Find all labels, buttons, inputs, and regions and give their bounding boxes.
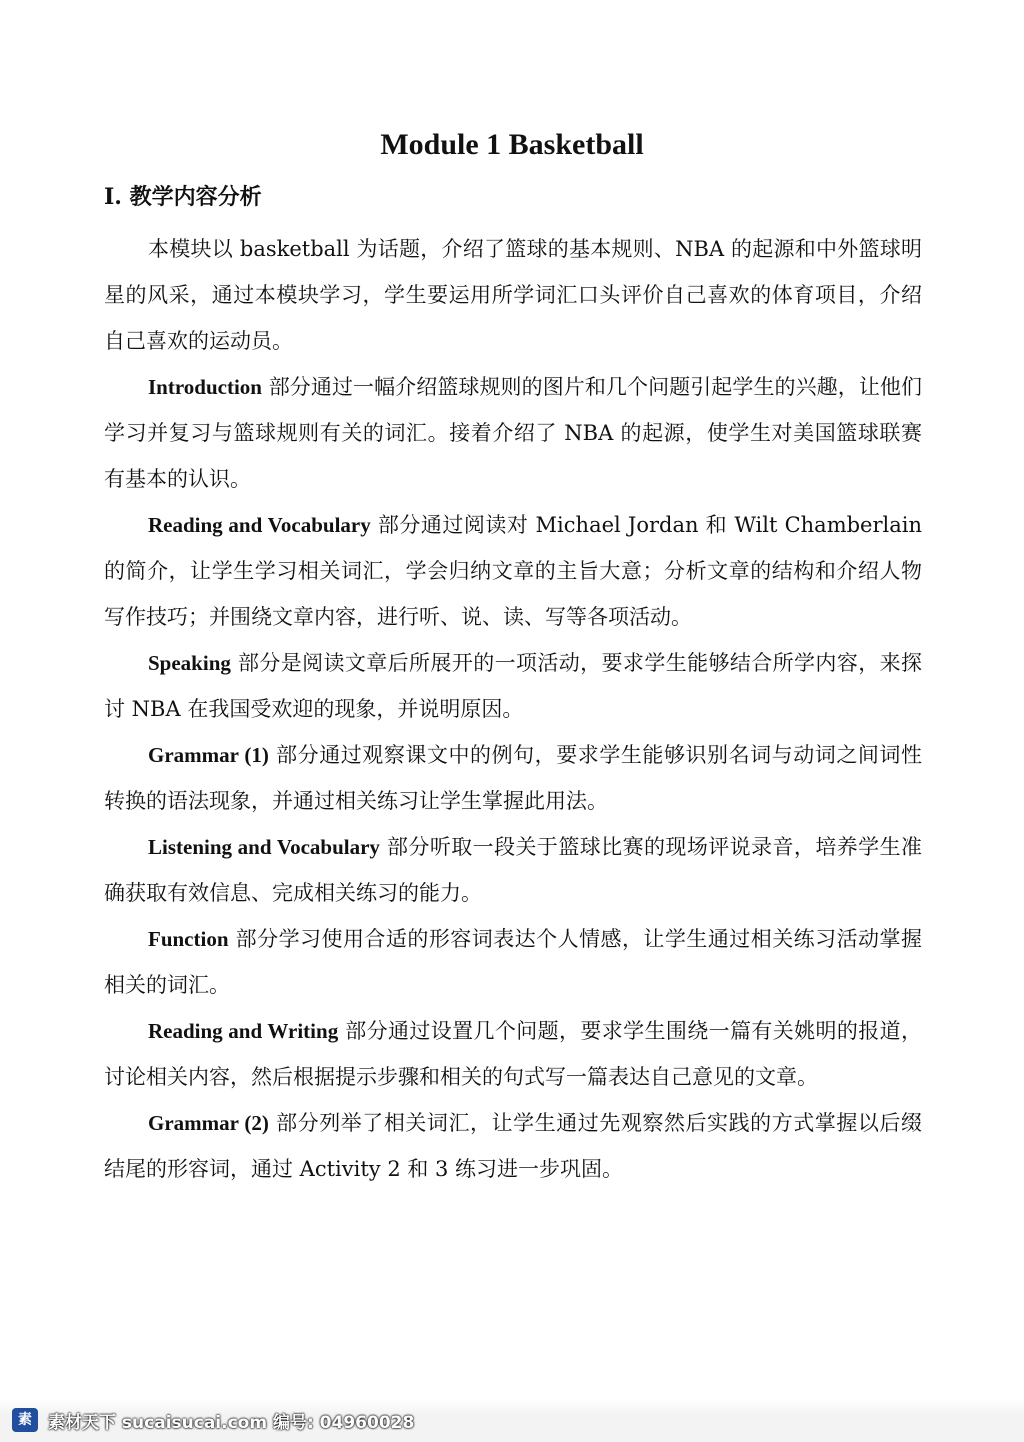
section-heading: I. 教学内容分析 xyxy=(104,184,262,210)
paragraph xyxy=(104,364,922,502)
document-body xyxy=(104,226,922,1192)
paragraph-text: 部分是阅读文章后所展开的一项活动，要求学生能够结合所学内容，来探讨 NBA 在我国受欢迎的现象，并说明原因。 xyxy=(104,651,922,721)
paragraph-label: Reading and Vocabulary xyxy=(148,513,371,537)
paragraph-label: Introduction xyxy=(148,375,262,399)
paragraph xyxy=(104,824,922,916)
paragraph-text: 部分列举了相关词汇，让学生通过先观察然后实践的方式掌握以后缀结尾的形容词，通过 Activity 2 和 3 练习进一步巩固。 xyxy=(104,1111,922,1181)
watermark-bar xyxy=(0,1398,1024,1442)
paragraph-label: Grammar (1) xyxy=(148,743,269,767)
paragraph xyxy=(104,1100,922,1192)
paragraph xyxy=(104,1008,922,1100)
paragraph-label: Speaking xyxy=(148,651,231,675)
paragraph-text: 部分学习使用合适的形容词表达个人情感，让学生通过相关练习活动掌握相关的词汇。 xyxy=(104,927,922,997)
paragraph-text: 本模块以 basketball 为话题，介绍了篮球的基本规则、NBA 的起源和中外篮球明星的风采，通过本模块学习，学生要运用所学词汇口头评价自己喜欢的体育项目，介绍自己喜欢的运动员。 xyxy=(104,237,922,353)
paragraph xyxy=(104,640,922,732)
paragraph-text: 部分通过阅读对 Michael Jordan 和 Wilt Chamberlain 的简介，让学生学习相关词汇，学会归纳文章的主旨大意；分析文章的结构和介绍人物写作技巧；并围绕文章内容，进行听、说、读、写等各项活动。 xyxy=(104,513,923,629)
watermark-logo-icon: 素 xyxy=(12,1408,38,1432)
page-title: Module 1 Basketball xyxy=(380,128,644,161)
paragraph-label: Function xyxy=(148,927,229,951)
paragraph-text: 部分通过观察课文中的例句，要求学生能够识别名词与动词之间词性转换的语法现象，并通过相关练习让学生掌握此用法。 xyxy=(104,743,922,813)
paragraph-text: 部分通过设置几个问题，要求学生围绕一篇有关姚明的报道，讨论相关内容，然后根据提示步骤和相关的句式写一篇表达自己意见的文章。 xyxy=(104,1019,922,1089)
paragraph xyxy=(104,732,922,824)
paragraph-text: 部分听取一段关于篮球比赛的现场评说录音，培养学生准确获取有效信息、完成相关练习的能力。 xyxy=(104,835,922,905)
paragraph-text: 部分通过一幅介绍篮球规则的图片和几个问题引起学生的兴趣，让他们学习并复习与篮球规则有关的词汇。接着介绍了 NBA 的起源，使学生对美国篮球联赛有基本的认识。 xyxy=(104,375,922,491)
paragraph-label: Grammar (2) xyxy=(148,1111,269,1135)
paragraph xyxy=(104,502,922,640)
paragraph xyxy=(104,916,922,1008)
paragraph xyxy=(104,226,922,364)
watermark-text: 素材天下 sucaisucai.com 编号: 04960028 xyxy=(48,1412,415,1433)
paragraph-label: Listening and Vocabulary xyxy=(148,835,380,859)
paragraph-label: Reading and Writing xyxy=(148,1019,339,1043)
